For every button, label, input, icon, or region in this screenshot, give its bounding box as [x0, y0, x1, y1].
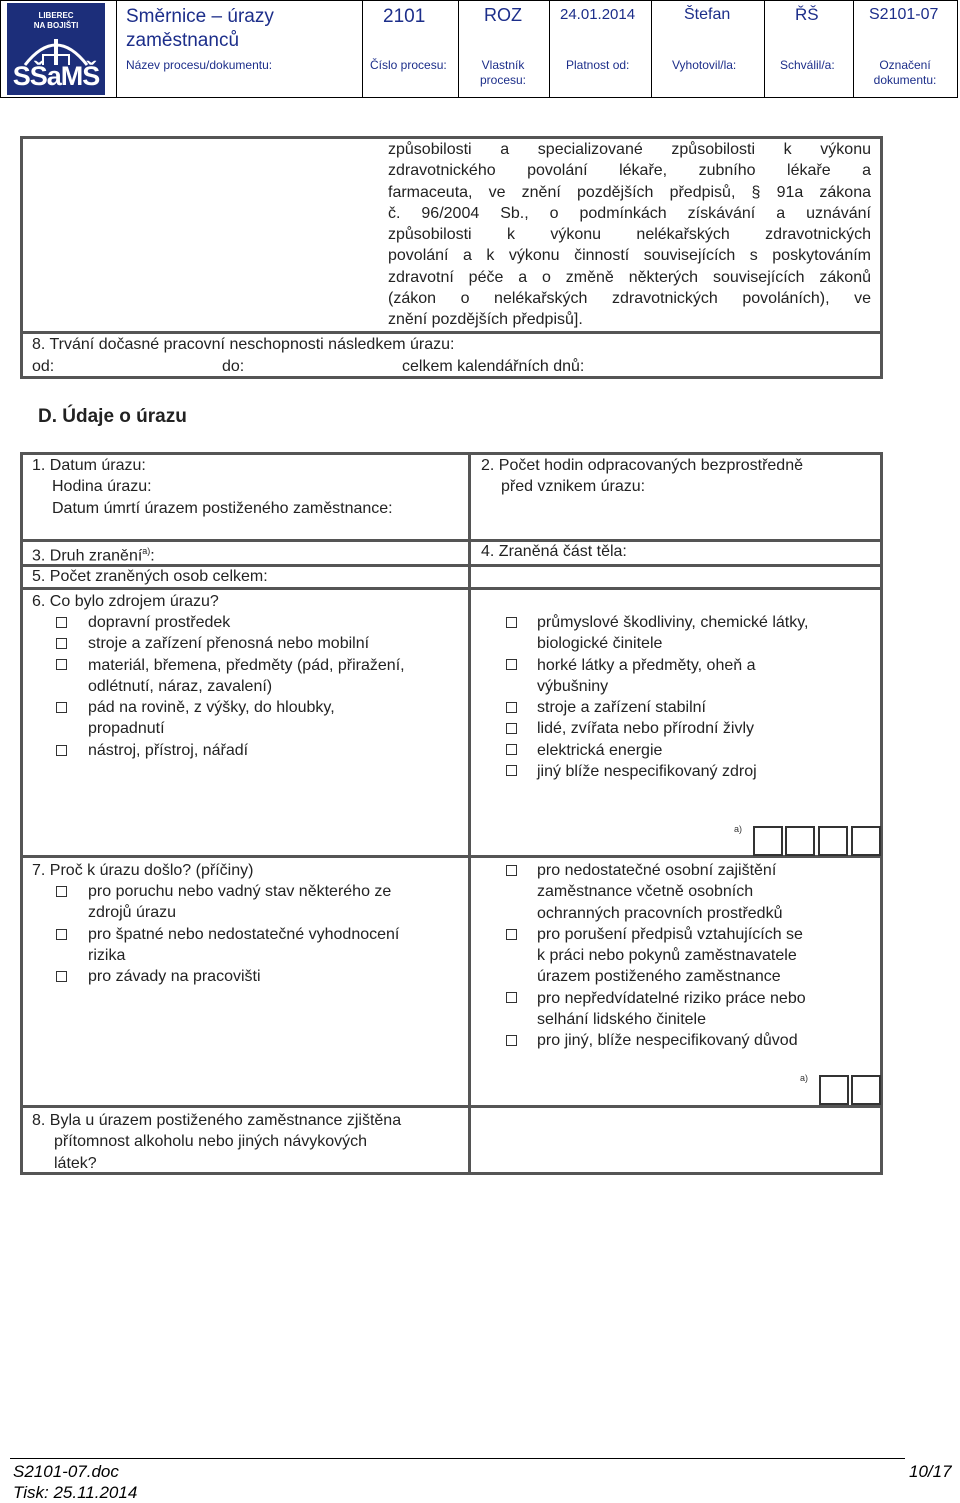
footer-rule [10, 1458, 905, 1459]
q6-left-options [88, 612, 405, 761]
checkbox[interactable] [56, 971, 67, 982]
checkbox[interactable] [506, 617, 517, 628]
q6-option: jiný blíže nespecifikovaný zdroj [537, 763, 757, 781]
checkbox[interactable] [506, 992, 517, 1003]
q6-option: horké látky a předměty, oheň a [537, 656, 756, 674]
checkbox[interactable] [56, 886, 67, 897]
checkbox[interactable] [506, 744, 517, 755]
process-owner: ROZ [484, 5, 522, 25]
code-cell[interactable] [753, 826, 783, 856]
q6-code-label: a) [734, 824, 743, 834]
q7-option: zaměstnance včetně osobních [537, 883, 754, 901]
checkbox[interactable] [506, 865, 517, 876]
q6-option: lidé, zvířata nebo přírodní živly [537, 720, 754, 738]
q6-option: elektrická energie [537, 741, 663, 759]
checkbox[interactable] [506, 659, 517, 670]
document-title: Směrnice – úrazy zaměstnanců [126, 6, 274, 51]
q1-datum-urazu: 1. Datum úrazu: Hodina úrazu: Datum úmrtí úrazem postiženého zaměstnance: [32, 457, 393, 517]
q6-option: propadnutí [88, 720, 165, 738]
q6-option: stroje a zařízení stabilní [537, 699, 706, 717]
section-d-heading: D. Údaje o úrazu [38, 406, 187, 427]
code-cell[interactable] [785, 826, 815, 856]
label-valid: Platnost od: [566, 58, 630, 72]
document-code: S2101-07 [869, 6, 939, 23]
q6-option: pád na rovině, z výšky, do hloubky, [88, 699, 335, 717]
label-author: Vyhotovil/la: [672, 58, 737, 72]
checkbox[interactable] [506, 702, 517, 713]
code-cell[interactable] [818, 826, 848, 856]
q2-pocet-hodin: 2. Počet hodin odpracovaných bezprostředně před vznikem úrazu: [481, 457, 803, 496]
row-divider [20, 587, 883, 590]
q7-code-label: a) [800, 1073, 809, 1083]
q7-option: rizika [88, 946, 126, 964]
checkbox[interactable] [506, 723, 517, 734]
checkbox[interactable] [506, 929, 517, 940]
q4-zranena-cast: 4. Zraněná část těla: [481, 543, 627, 560]
checkbox[interactable] [506, 1035, 517, 1046]
q3-druh-zraneni: 3. Druh zranění$^{a)}$: [32, 546, 155, 565]
checkbox[interactable] [56, 745, 67, 756]
q7-option: pro jiný, blíže nespecifikovaný důvod [537, 1032, 798, 1050]
label-code: Označení dokumentu: [873, 58, 937, 87]
q6-title: 6. Co bylo zdrojem úrazu? [32, 593, 219, 610]
page-number: 10/17 [909, 1462, 952, 1481]
q7-option: zdrojů úrazu [88, 904, 177, 922]
q7-option: pro porušení předpisů vztahujících se [537, 925, 803, 943]
column-divider [468, 452, 471, 1175]
label-total-days: celkem kalendářních dnů: [402, 358, 585, 375]
label-owner: Vlastník procesu: [479, 58, 527, 87]
q6-option: nástroj, přístroj, nářadí [88, 741, 249, 759]
code-cell[interactable] [851, 826, 881, 856]
code-cell[interactable] [819, 1075, 849, 1105]
q7-option: pro nedostatečné osobní zajištění [537, 862, 777, 879]
q6-option: stroje a zařízení přenosná nebo mobilní [88, 635, 370, 653]
q6-option: dopravní prostředek [88, 614, 231, 631]
q7-option: pro nepředvídatelné riziko práce nebo [537, 989, 806, 1007]
valid-from: 24.01.2014 [560, 6, 636, 23]
q7-option: pro špatné nebo nedostatečné vyhodnocení [88, 925, 400, 943]
process-number: 2101 [383, 6, 426, 27]
checkbox[interactable] [56, 702, 67, 713]
checkbox[interactable] [56, 659, 67, 670]
q7-option: pro poruchu nebo vadný stav některého ze [88, 883, 392, 900]
checkbox[interactable] [56, 929, 67, 940]
label-number: Číslo procesu: [370, 58, 447, 72]
q7-option: pro závady na pracovišti [88, 968, 261, 986]
q7-option: selhání lidského činitele [537, 1011, 706, 1029]
q5-pocet-zranenych: 5. Počet zraněných osob celkem: [32, 568, 268, 585]
checkbox[interactable] [56, 638, 67, 649]
code-cell[interactable] [851, 1075, 881, 1105]
legal-text: způsobilosti a specializované způsobilosti k výkonu zdravotnického povolání lékaře, zubního lékaře a farmaceuta, ve znění pozdějších předpisů, § 91a zákona č. 96/2004 Sb., o podmínkách získávání a uznávání způsobilosti k výkonu nelékařských zdravotnických povolání a k výkonu činností souvisejících s poskytováním zdravotní péče a o změně některých souvisejících zákonů (zákon o nelékařských zdravotnických povoláních), ve [388, 141, 871, 308]
q6-right-options [537, 612, 809, 782]
q6-option: biologické činitele [537, 635, 663, 653]
footer-left [13, 1461, 137, 1503]
q6-option: odlétnutí, náraz, zavalení) [88, 677, 273, 695]
label-to: do: [222, 358, 245, 375]
checkbox[interactable] [56, 617, 67, 628]
row-divider [20, 1105, 883, 1108]
item8-title: 8. Trvání dočasné pracovní neschopnosti následkem úrazu: [32, 336, 455, 353]
q7-title: 7. Proč k úrazu došlo? (příčiny) [32, 862, 254, 879]
label-name: Název procesu/dokumentu: [126, 58, 273, 72]
label-from: od: [32, 358, 55, 375]
q8-alkohol: 8. Byla u úrazem postiženého zaměstnance zjištěna přítomnost alkoholu nebo jiných návykových látek? [32, 1112, 402, 1172]
school-logo: LIBEREC NA BOJIŠTI SŠaMŠ [7, 3, 105, 95]
footer-print-date: Tisk: 25.11.2014 [13, 1483, 138, 1502]
legal-text-last: znění pozdějších předpisů]. [388, 311, 583, 328]
checkbox[interactable] [506, 765, 517, 776]
author: Štefan [684, 6, 731, 23]
q7-option: k práci nebo pokynů zaměstnavatele [537, 947, 797, 965]
q7-right-options [537, 860, 806, 1052]
approver: ŘŠ [795, 5, 819, 24]
q6-option: materiál, břemena, předměty (pád, přiražení, [88, 656, 405, 674]
q7-option: úrazem postiženého zaměstnance [537, 968, 781, 986]
q7-left-options [88, 881, 399, 987]
footer-filename: S2101-07.doc [13, 1462, 119, 1481]
q6-option: výbušniny [537, 677, 609, 695]
q7-option: ochranných pracovních prostředků [537, 904, 783, 922]
label-approver: Schválil/a: [780, 58, 835, 72]
q6-option: průmyslové škodliviny, chemické látky, [537, 614, 809, 631]
